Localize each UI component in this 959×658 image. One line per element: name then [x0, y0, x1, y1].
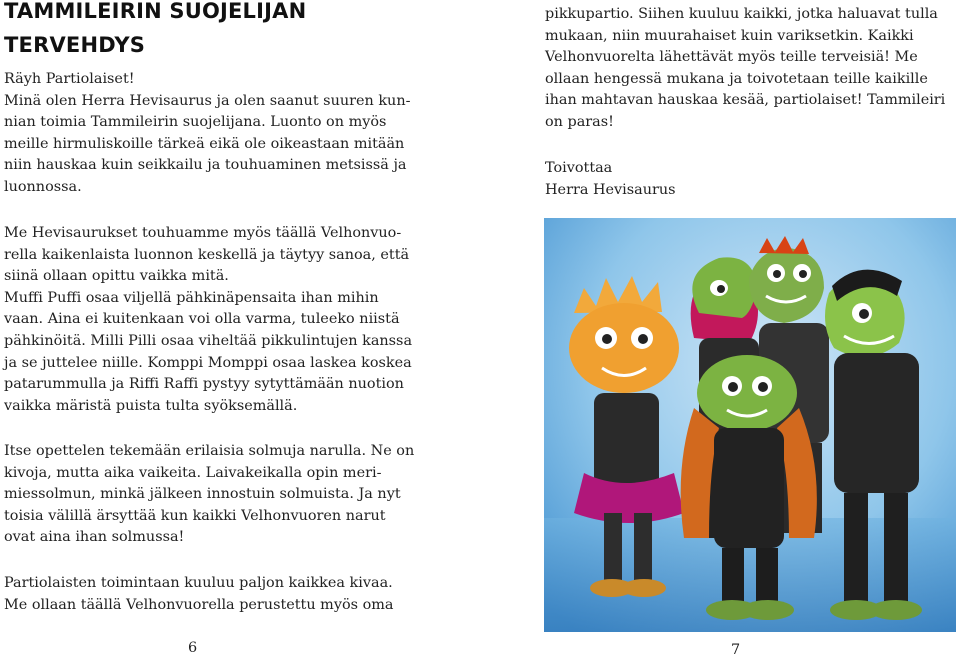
text-line: Velhonvuorelta lähettävät myös teille terveisiä! Me: [545, 49, 918, 66]
page-number-right: 7: [731, 642, 741, 658]
text-line: Partiolaisten toimintaan kuuluu paljon kaikkea kivaa.: [4, 575, 393, 591]
signature-name: Herra Hevisaurus: [545, 181, 676, 198]
article-title: [4, 0, 364, 62]
text-line: kivoja, mutta aika vaikeita. Laivakeikalla opin meri-: [4, 464, 382, 481]
text-line: luonnossa.: [4, 178, 82, 195]
text-line: vaan. Aina ei kuitenkaan voi olla varma, tuleeko niistä: [4, 311, 400, 328]
knots-paragraph: [4, 441, 434, 549]
text-line: Räyh Partiolaiset!: [4, 71, 135, 87]
page-number-left: 6: [188, 640, 198, 656]
text-line: siinä ollaan opittu vaikka mitä.: [4, 268, 229, 285]
title-line-2: TERVEHDYS: [4, 33, 146, 57]
text-line: pikkupartio. Siihen kuuluu kaikki, jotka haluavat tulla: [545, 6, 938, 22]
text-line: patarummulla ja Riffi Raffi pystyy sytyttämään nuotion: [4, 376, 404, 393]
text-line: Minä olen Herra Hevisaurus ja olen saanut suuren kun-: [4, 92, 411, 109]
signature: [545, 158, 955, 201]
text-line: ihan mahtavan hauskaa kesää, partiolaiset! Tammileiri: [545, 92, 946, 109]
text-line: pähkinöitä. Milli Pilli osaa viheltää pikkulintujen kanssa: [4, 332, 413, 349]
text-line: on paras!: [545, 113, 614, 130]
text-line: toisia välillä ärsyttää kun kaikki Velhonvuoren narut: [4, 507, 386, 524]
intro-paragraph: [4, 69, 434, 199]
text-line: vaikka märistä puista tulta syöksemällä.: [4, 397, 298, 414]
text-line: meille hirmuliskoille tärkeä eikä ole oikeastaan mitään: [4, 135, 405, 152]
text-line: niin hauskaa kuin seikkailu ja touhuaminen metsissä ja: [4, 157, 407, 174]
text-line: ollaan hengessä mukana ja toivotetaan teille kaikille: [545, 70, 928, 87]
text-line: Me ollaan täällä Velhonvuorella perustettu myös oma: [4, 596, 394, 613]
text-line: miessolmun, minkä jälkeen innostuin solmuista. Ja nyt: [4, 486, 401, 503]
text-line: ovat aina ihan solmussa!: [4, 529, 185, 546]
text-line: ja se juttelee niille. Komppi Momppi osaa laskea koskea: [4, 354, 412, 371]
hevisaurus-band-photo: [544, 218, 956, 632]
text-line: Me Hevisaurukset touhuamme myös täällä Velhonvuo-: [4, 225, 402, 241]
text-line: rella kaikenlaista luonnon keskellä ja täytyy sanoa, että: [4, 246, 410, 263]
signature-closing: Toivottaa: [545, 160, 613, 176]
title-line-1: TAMMILEIRIN SUOJELIJAN: [4, 0, 307, 23]
text-line: Itse opettelen tekemään erilaisia solmuja narulla. Ne on: [4, 443, 415, 459]
greetings-paragraph: [545, 4, 955, 134]
scouting-paragraph: [4, 573, 434, 616]
text-line: Muffi Puffi osaa viljellä pähkinäpensaita ihan mihin: [4, 289, 379, 306]
text-line: nian toimia Tammileirin suojelijana. Luonto on myös: [4, 114, 387, 131]
hevisaurus-activities-paragraph: [4, 223, 434, 417]
text-line: mukaan, niin muurahaiset kuin variksetkin. Kaikki: [545, 27, 914, 44]
